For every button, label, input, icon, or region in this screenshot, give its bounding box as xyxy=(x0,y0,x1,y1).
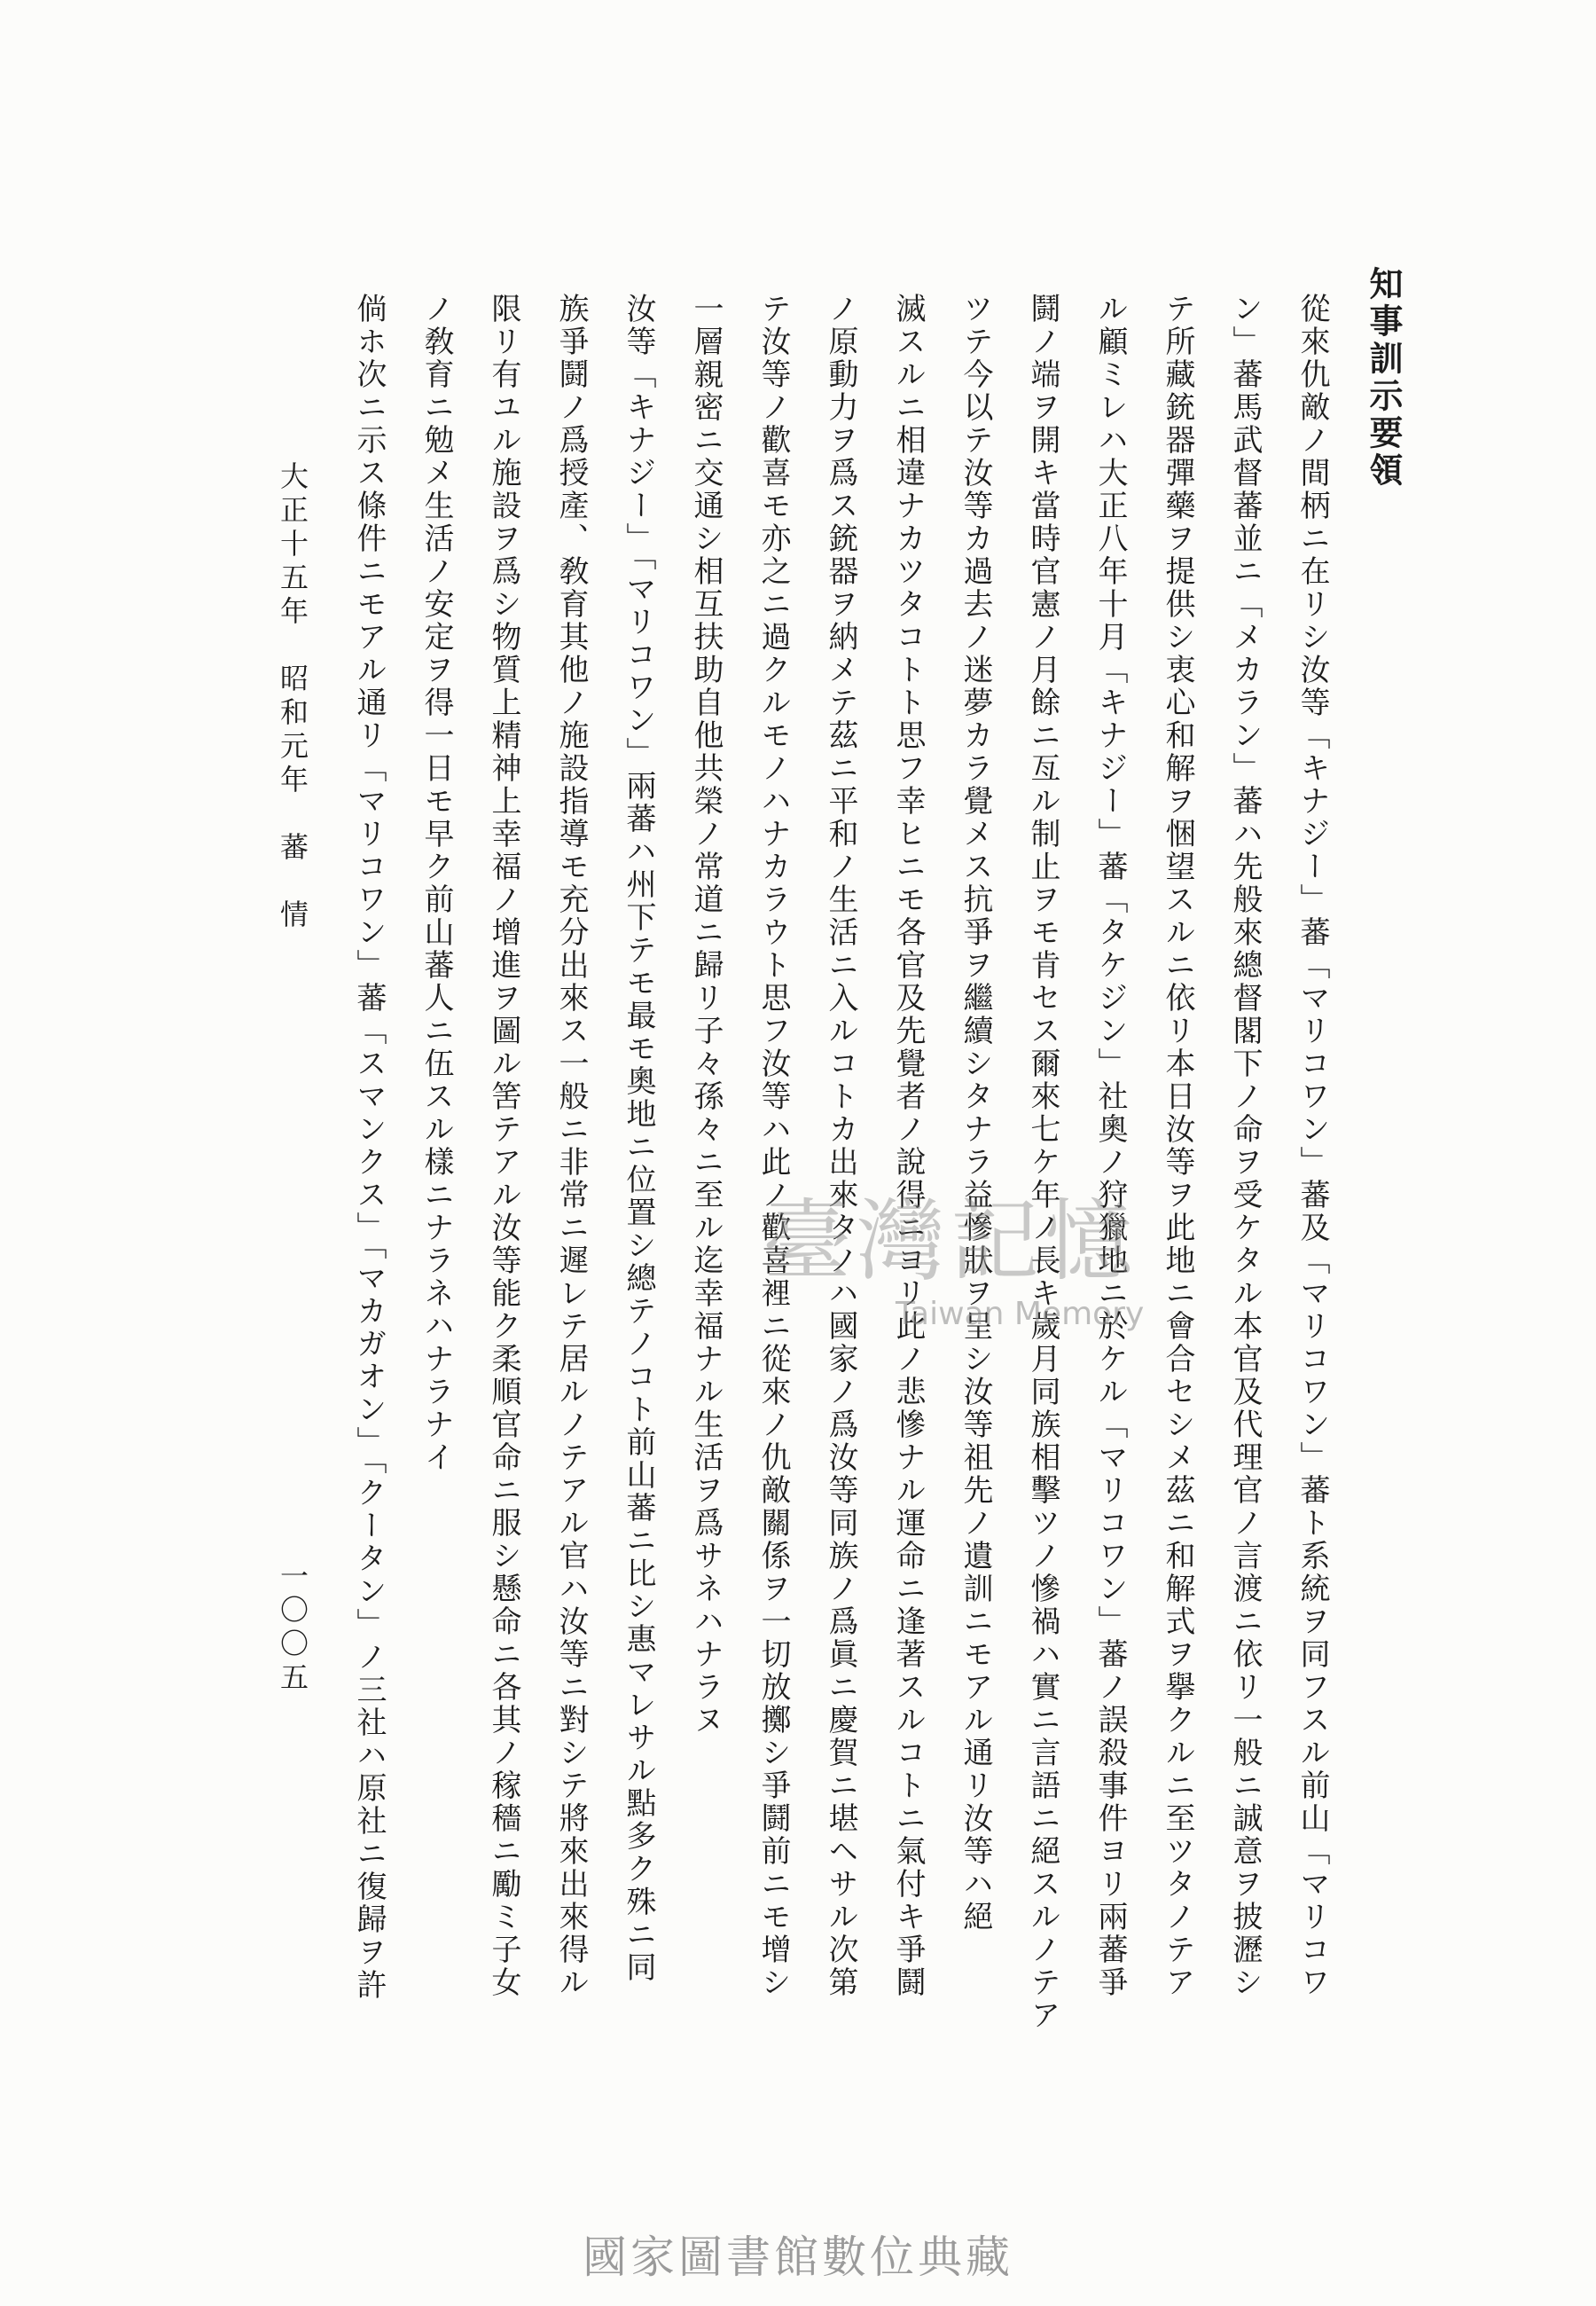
text-column: 鬪ノ端ヲ開キ當時官憲ノ月餘ニ亙ル制止ヲモ肯セス爾來七ケ年ノ長キ歲月同族相擊ツノ慘禍ハ實ニ言語ニ絕スルノテア xyxy=(1025,293,1060,2032)
archive-attribution: 國家圖書館數位典藏 xyxy=(583,2231,1013,2283)
running-header: 大正十五年 昭和元年 蕃 情 xyxy=(276,461,309,933)
text-column: 汝等「キナジー」「マリコワン」兩蕃ハ州下テモ最モ奧地ニ位置シ總テノコト前山蕃ニ比シ惠マレサル點多ク殊ニ同 xyxy=(621,293,656,1984)
text-column: テ所藏銃器彈藥ヲ提供シ衷心和解ヲ悃望スルニ依リ本日汝等ヲ此地ニ會合セシメ茲ニ和解式ヲ擧クルニ至ツタノテア xyxy=(1160,293,1195,1999)
text-column: ン」蕃馬武督蕃並ニ「メカラン」蕃ハ先般來總督閣下ノ命ヲ受ケタル本官及代理官ノ言渡ニ依リ一般ニ誠意ヲ披瀝シ xyxy=(1227,293,1263,1999)
text-column: 族爭鬪ノ爲授產、敎育其他ノ施設指導モ充分出來ス一般ニ非常ニ遲レテ居ルノテアル官ハ汝等ニ對シテ將來出來得ル xyxy=(553,293,589,1999)
text-column: ノ原動力ヲ爲ス銃器ヲ納メテ茲ニ平和ノ生活ニ入ルコトカ出來タノハ國家ノ爲汝等同族ノ爲眞ニ慶賀ニ堪ヘサル次第 xyxy=(823,293,858,1999)
text-column: テ汝等ノ歡喜モ亦之ニ過クルモノハナカラウト思フ汝等ハ此ノ歡喜裡ニ從來ノ仇敵關係ヲ一切放擲シ爭鬪前ニモ增シ xyxy=(755,293,791,1999)
watermark-logo-english: Taiwan Memory xyxy=(896,1296,1145,1332)
text-column: 從來仇敵ノ間柄ニ在リシ汝等「キナジー」蕃「マリコワン」蕃及「マリコワン」蕃ト系統ヲ同フスル前山「マリコワ xyxy=(1295,293,1330,1999)
watermark-logo: 臺灣記憶 xyxy=(763,1189,1138,1293)
text-column: 限リ有ユル施設ヲ爲シ物質上精神上幸福ノ增進ヲ圖ル筈テアル汝等能ク柔順官命ニ服シ懸命ニ各其ノ稼穡ニ勵ミ子女 xyxy=(486,293,521,1999)
text-column: ノ敎育ニ勉メ生活ノ安定ヲ得一日モ早ク前山蕃人ニ伍スル樣ニナラネハナラナイ xyxy=(419,293,454,1474)
text-column: 一層親密ニ交通シ相互扶助自他共榮ノ常道ニ歸リ子々孫々ニ至ル迄幸福ナル生活ヲ爲サネハナラヌ xyxy=(688,293,724,1737)
text-column: 倘ホ次ニ示ス條件ニモアル通リ「マリコワン」蕃「スマンクス」「マカガオン」「クータン」ノ三社ハ原社ニ復歸ヲ許 xyxy=(351,293,387,2002)
page-heading: 知事訓示要領 xyxy=(1364,266,1404,490)
text-column: ル顧ミレハ大正八年十月「キナジー」蕃「タケジン」社奧ノ狩獵地ニ於ケル「マリコワン」蕃ノ誤殺事件ヨリ兩蕃爭 xyxy=(1092,293,1128,1999)
text-column: 滅スルニ相違ナカツタコトト思フ幸ヒニモ各官及先覺者ノ說得ニヨリ此ノ悲慘ナル運命ニ逢著スルコトニ氣付キ爭鬪 xyxy=(890,293,926,1999)
page-number: 一〇〇五 xyxy=(276,1561,309,1696)
text-column: ツテ今以テ汝等カ過去ノ迷夢カラ覺メス抗爭ヲ繼續シタナラ益慘狀ヲ呈シ汝等祖先ノ遺訓ニモアル通リ汝等ハ絕 xyxy=(958,293,993,1933)
